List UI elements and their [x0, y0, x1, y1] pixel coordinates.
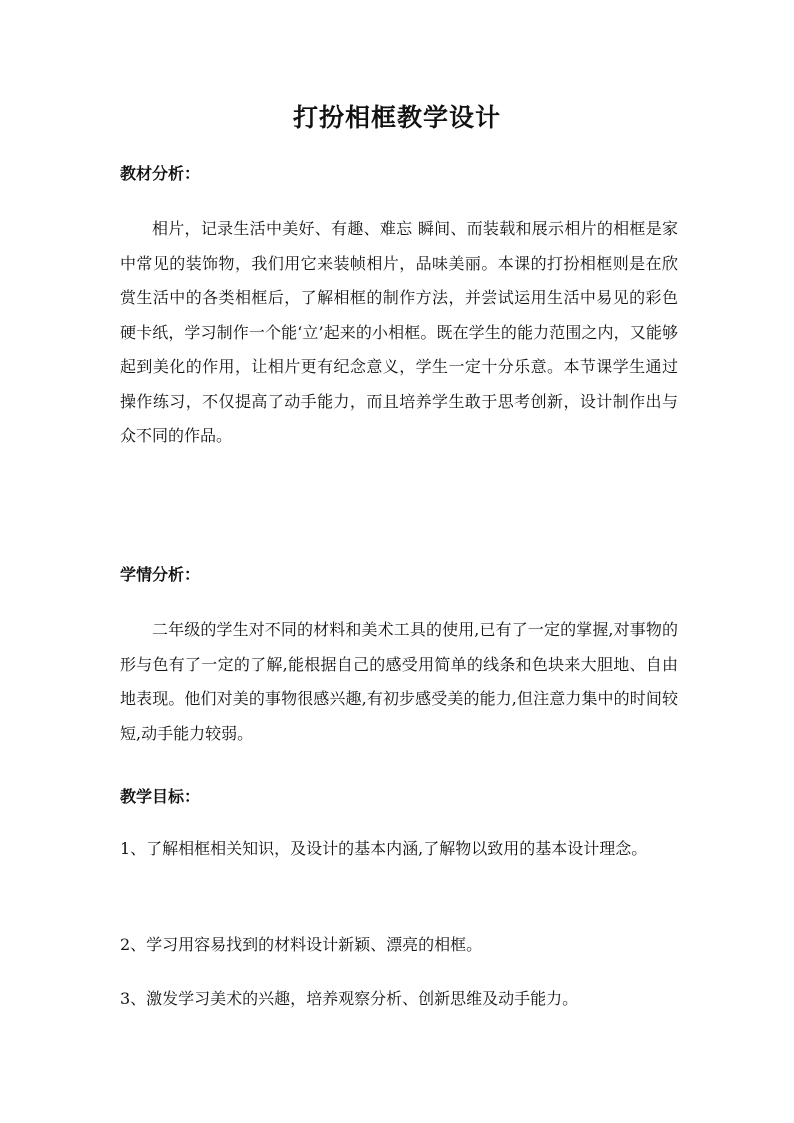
section-heading-student-analysis: 学情分析：	[120, 565, 201, 584]
goal-item-2: 2、学习用容易找到的材料设计新颖、漂亮的相框。	[120, 935, 483, 954]
section-heading-teaching-goals: 教学目标：	[120, 787, 201, 806]
goal-item-3: 3、激发学习美术的兴趣，培养观察分析、创新思维及动手能力。	[120, 989, 579, 1008]
student-analysis-paragraph: 二年级的学生对不同的材料和美术工具的使用,已有了一定的掌握,对事物的形与色有了一定的了解,能根据自己的感受用简单的线条和色块来大胆地、自由地表现。他们对美的事物很感兴趣,有初步感受美的能力,但注意力集中的时间较短,动手能力较弱。	[120, 620, 678, 743]
section-heading-material-analysis: 教材分析：	[120, 164, 201, 183]
goal-item-1: 1、了解相框相关知识，及设计的基本内涵,了解物以致用的基本设计理念。	[120, 839, 648, 858]
material-analysis-paragraph: 相片，记录生活中美好、有趣、难忘 瞬间、而装载和展示相片的相框是家中常见的装饰物，我们用它来装帧相片，品味美丽。本课的打扮相框则是在欣赏生活中的各类相框后，了解相框的制作方法，并尝试运用生活中易见的彩色硬卡纸，学习制作一个能‘立’起来的小相框。既在学生的能力范围之内，又能够起到美化的作用，让相片更有纪念意义，学生一定十分乐意。本节课学生通过操作练习，不仅提高了动手能力，而且培养学生敢于思考创新，设计制作出与众不同的作品。	[120, 219, 678, 445]
document-title: 打扮相框教学设计	[292, 103, 501, 132]
